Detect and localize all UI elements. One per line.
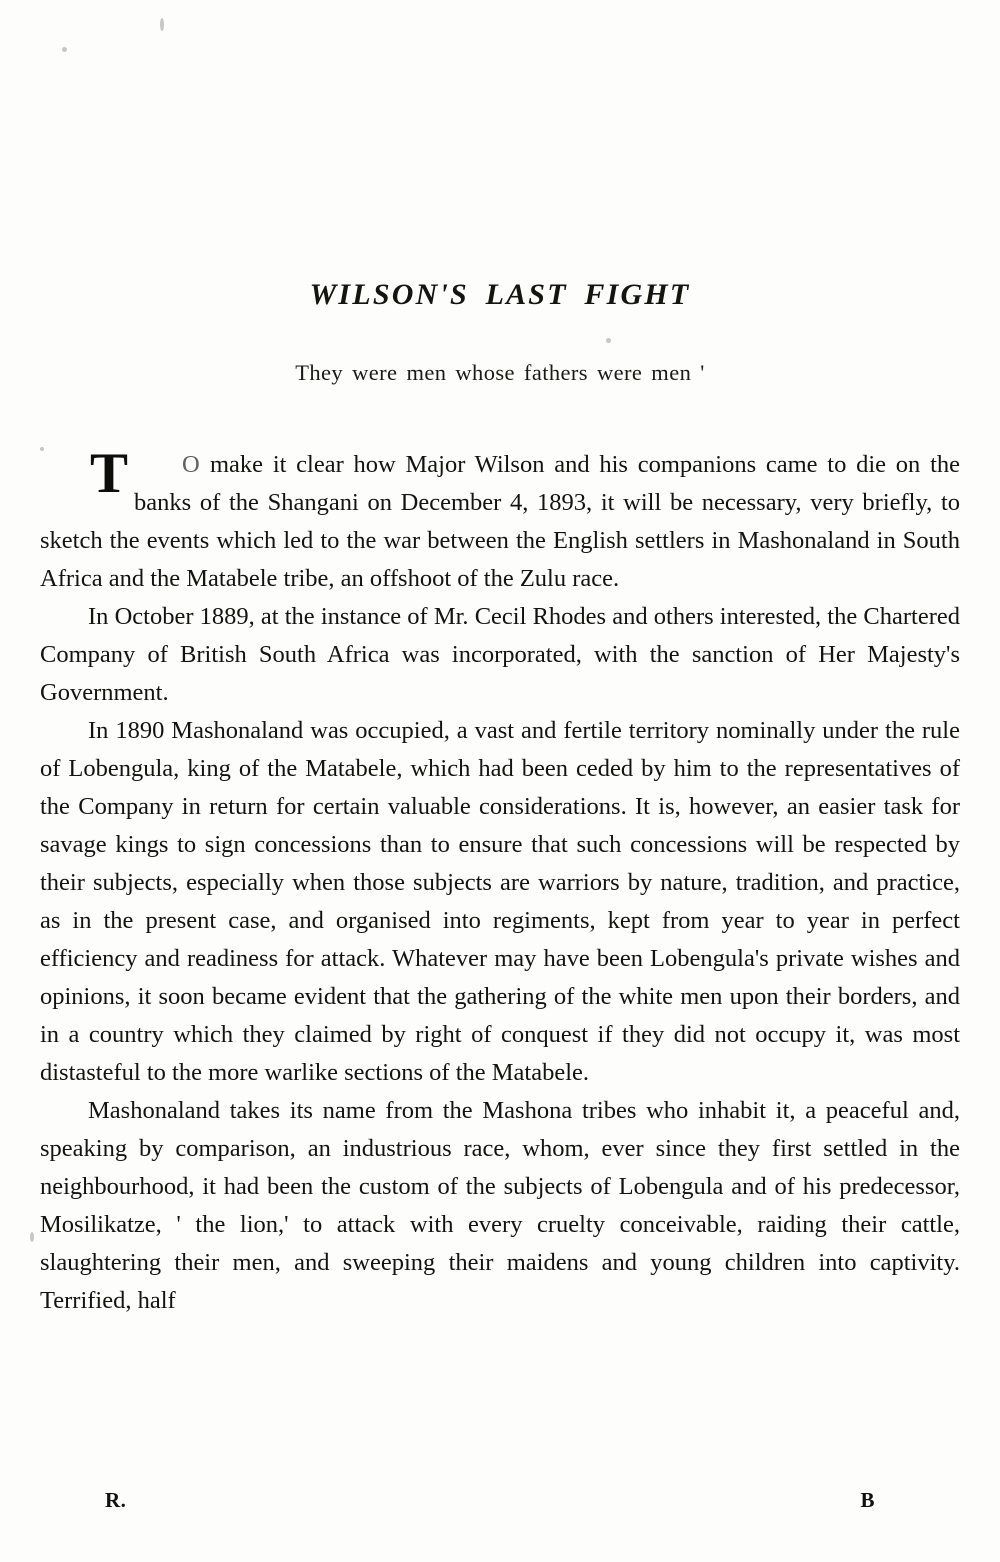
paragraph-1 <box>40 442 961 598</box>
paragraph-1-text: make it clear how Major Wilson and his companions came to die on the banks of the Shangani on December 4, 1893, it will be necessary, very briefly, to sketch the events which led to the war between the English settlers in Mashonaland in South Africa and the Matabele tribe, an offshoot of the Zulu race. <box>40 451 961 592</box>
footer-signature-left: R. <box>105 1488 127 1512</box>
page-title: WILSON'S LAST FIGHT <box>309 278 691 311</box>
paragraph-3: In 1890 Mashonaland was occupied, a vast and fertile territory nominally under the rule of Lobengula, king of the Matabele, which had been ceded by him to the representatives of the Company in return for certain valuable considerations. It is, however, an easier task for savage kings to sign concessions than to ensure that such concessions will be respected by their subjects, especially when those subjects are warriors by nature, tradition, and practice, as in the present case, and organised into regiments, kept from year to year in perfect efficiency and readiness for attack. Whatever may have been Lobengula's private wishes and opinions, it soon became evident that the gathering of the white men upon their borders, and in a country which they claimed by right of conquest if they did not occupy it, was most distasteful to the more warlike sections of the Matabele. <box>40 717 960 1086</box>
page-speck <box>30 1232 34 1242</box>
paragraph-4: Mashonaland takes its name from the Mashona tribes who inhabit it, a peaceful and, speaking by comparison, an industrious race, whom, ever since they first settled in the neighbourhood, it had been the custom of the subjects of Lobengula and of his predecessor, Mosilikatze, ' the lion,' to attack with every cruelty conceivable, raiding their cattle, slaughtering their men, and sweeping their maidens and young children into captivity. Terrified, half <box>40 1097 960 1314</box>
drop-cap: T <box>90 442 129 505</box>
footer-signature-right: B <box>860 1488 875 1512</box>
lead-smallcaps: O <box>182 451 201 478</box>
document-body <box>40 0 960 1320</box>
article-text <box>40 442 961 1320</box>
epigraph: They were men whose fathers were men ' <box>295 360 705 385</box>
paragraph-2: In October 1889, at the instance of Mr. Cecil Rhodes and others interested, the Chartered Company of British South Africa was incorporated, with the sanction of Her Majesty's Government. <box>40 603 960 706</box>
